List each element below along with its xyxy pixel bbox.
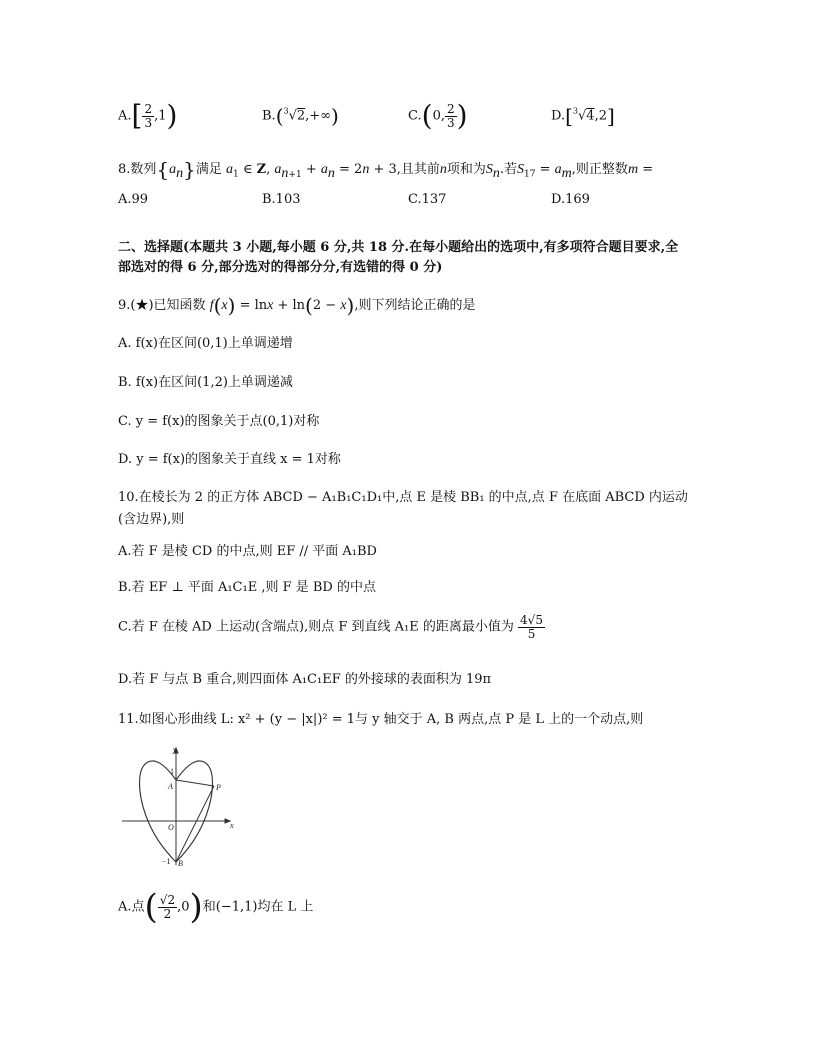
q8-stem: 8.数列$\{a_n\}$满足 $a_1$ ∈ Z, $a_{n+1} + a_n = 2n + 3$,且其前n项和为$S_n$.若$S_{17} = a_m$,则正整数m = [118, 157, 654, 182]
q10-option-a: A.若 F 是棱 CD 的中点,则 EF // 平面 A₁BD [118, 544, 377, 559]
q11-option-a: A.点( $\frac{√2}{2}$ ,0)和(−1,1)均在 L 上 [118, 887, 314, 927]
q7-option-b: B.($^3$√2,+∞) [262, 104, 339, 128]
label-o: O [168, 823, 174, 832]
segment-ap [176, 780, 214, 786]
q7-option-d: D.[$^3$√4,2] [551, 104, 615, 128]
q8-option-d: D.169 [551, 192, 590, 207]
q10-option-d: D.若 F 与点 B 重合,则四面体 A₁C₁EF 的外接球的表面积为 19π [118, 672, 492, 687]
q10-stem-line1: 10.在棱长为 2 的正方体 ABCD − A₁B₁C₁D₁中,点 E 是棱 BB₁ 的中点,点 F 在底面 ABCD 内运动 [118, 490, 688, 505]
label-one: 1 [170, 767, 174, 776]
q11-stem: 11.如图心形曲线 L: x² + (y − |x|)² = 1与 y 轴交于 A, B 两点,点 P 是 L 上的一个动点,则 [118, 712, 644, 727]
label-x: x [230, 821, 234, 830]
q9-option-c: C. y = f(x)的图象关于点(0,1)对称 [118, 414, 320, 429]
q7-option-c: C.(0, $\frac{2}{3}$ ) [408, 99, 468, 132]
label-p: P [216, 783, 221, 792]
q10-option-b: B.若 EF ⊥ 平面 A₁C₁E ,则 F 是 BD 的中点 [118, 580, 376, 595]
q8-option-c: C.137 [408, 192, 447, 207]
section2-line2: 部选对的得 6 分,部分选对的得部分分,有选错的得 0 分) [118, 260, 443, 275]
q9-stem: 9.(★)已知函数 f(x) = lnx + ln(2 − x),则下列结论正确的是 [118, 293, 476, 318]
label-y: y [173, 745, 177, 754]
section2-line1: 二、选择题(本题共 3 小题,每小题 6 分,共 18 分.在每小题给出的选项中,有多项符合题目要求,全 [118, 240, 679, 255]
q8-option-b: B.103 [262, 192, 301, 207]
q9-option-b: B. f(x)在区间(1,2)上单调递减 [118, 375, 293, 390]
q10-option-c: C.若 F 在棱 AD 上运动(含端点),则点 F 到直线 A₁E 的距离最小值为 $\frac{4√5}{5}$ [118, 613, 543, 641]
q9-option-d: D. y = f(x)的图象关于直线 x = 1对称 [118, 452, 341, 467]
heart-curve-figure [118, 744, 238, 869]
label-a: A [168, 782, 173, 791]
q10-stem-line2: (含边界),则 [118, 512, 185, 527]
segment-pb [176, 786, 214, 862]
q9-option-a: A. f(x)在区间(0,1)上单调递增 [118, 336, 293, 351]
q7-option-a: A.[ $\frac{2}{3}$ ,1) [118, 99, 178, 132]
section2-header [118, 238, 708, 278]
label-minus1: −1 [162, 857, 171, 866]
q8-option-a: A.99 [118, 192, 149, 207]
label-b: B [178, 859, 183, 868]
